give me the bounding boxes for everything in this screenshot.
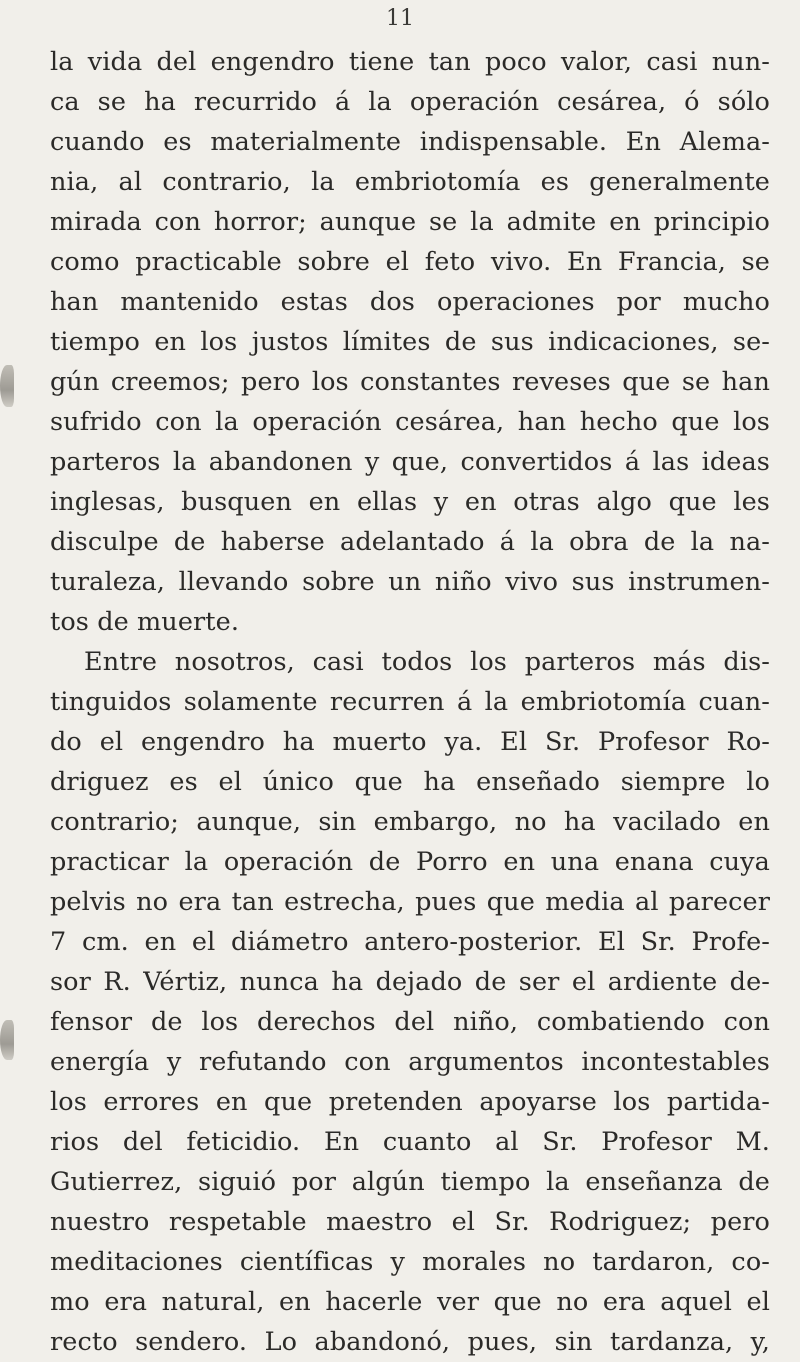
page-tab-marker [0,365,14,407]
body-text [50,42,770,1362]
page-number: 11 [386,6,414,31]
text-line: sor R. Vértiz, nunca ha dejado de ser el ardiente de- [50,967,770,997]
text-line: contrario; aunque, sin embargo, no ha vacilado en [50,807,770,837]
text-line: pelvis no era tan estrecha, pues que media al parecer [50,887,770,917]
text-line: turaleza, llevando sobre un niño vivo sus instrumen- [50,567,770,597]
text-line: fensor de los derechos del niño, combatiendo con [50,1007,770,1037]
page-tab-marker [0,1020,14,1060]
text-line: Entre nosotros, casi todos los parteros más dis- [84,647,770,677]
text-line: rios del feticidio. En cuanto al Sr. Profesor M. [50,1127,770,1157]
text-line: meditaciones científicas y morales no tardaron, co- [50,1247,770,1277]
text-line: como practicable sobre el feto vivo. En Francia, se [50,247,770,277]
text-line: recto sendero. Lo abandonó, pues, sin tardanza, y, [50,1327,770,1357]
text-line: Gutierrez, siguió por algún tiempo la enseñanza de [50,1167,770,1197]
text-line: mo era natural, en hacerle ver que no era aquel el [50,1287,770,1317]
text-line: driguez es el único que ha enseñado siempre lo [50,767,770,797]
text-line: mirada con horror; aunque se la admite en principio [50,207,770,237]
text-line: han mantenido estas dos operaciones por mucho [50,287,770,317]
text-line: nuestro respetable maestro el Sr. Rodriguez; pero [50,1207,770,1237]
text-line: energía y refutando con argumentos incontestables [50,1047,770,1077]
text-line: practicar la operación de Porro en una enana cuya [50,847,770,877]
text-line: la vida del engendro tiene tan poco valor, casi nun- [50,47,770,77]
text-line: nia, al contrario, la embriotomía es generalmente [50,167,770,197]
text-line: do el engendro ha muerto ya. El Sr. Profesor Ro- [50,727,770,757]
text-line: los errores en que pretenden apoyarse los partida- [50,1087,770,1117]
text-line: 7 cm. en el diámetro antero-posterior. El Sr. Profe- [50,927,770,957]
text-line: tiempo en los justos límites de sus indicaciones, se- [50,327,770,357]
text-line: sufrido con la operación cesárea, han hecho que los [50,407,770,437]
text-line: gún creemos; pero los constantes reveses que se han [50,367,770,397]
text-line: inglesas, busquen en ellas y en otras algo que les [50,487,770,517]
text-line: disculpe de haberse adelantado á la obra de la na- [50,527,770,557]
text-line: cuando es materialmente indispensable. En Alema- [50,127,770,157]
text-line: ca se ha recurrido á la operación cesárea, ó sólo [50,87,770,117]
text-line: tos de muerte. [50,607,240,637]
text-line: parteros la abandonen y que, convertidos á las ideas [50,447,770,477]
text-line: tinguidos solamente recurren á la embriotomía cuan- [50,687,770,717]
